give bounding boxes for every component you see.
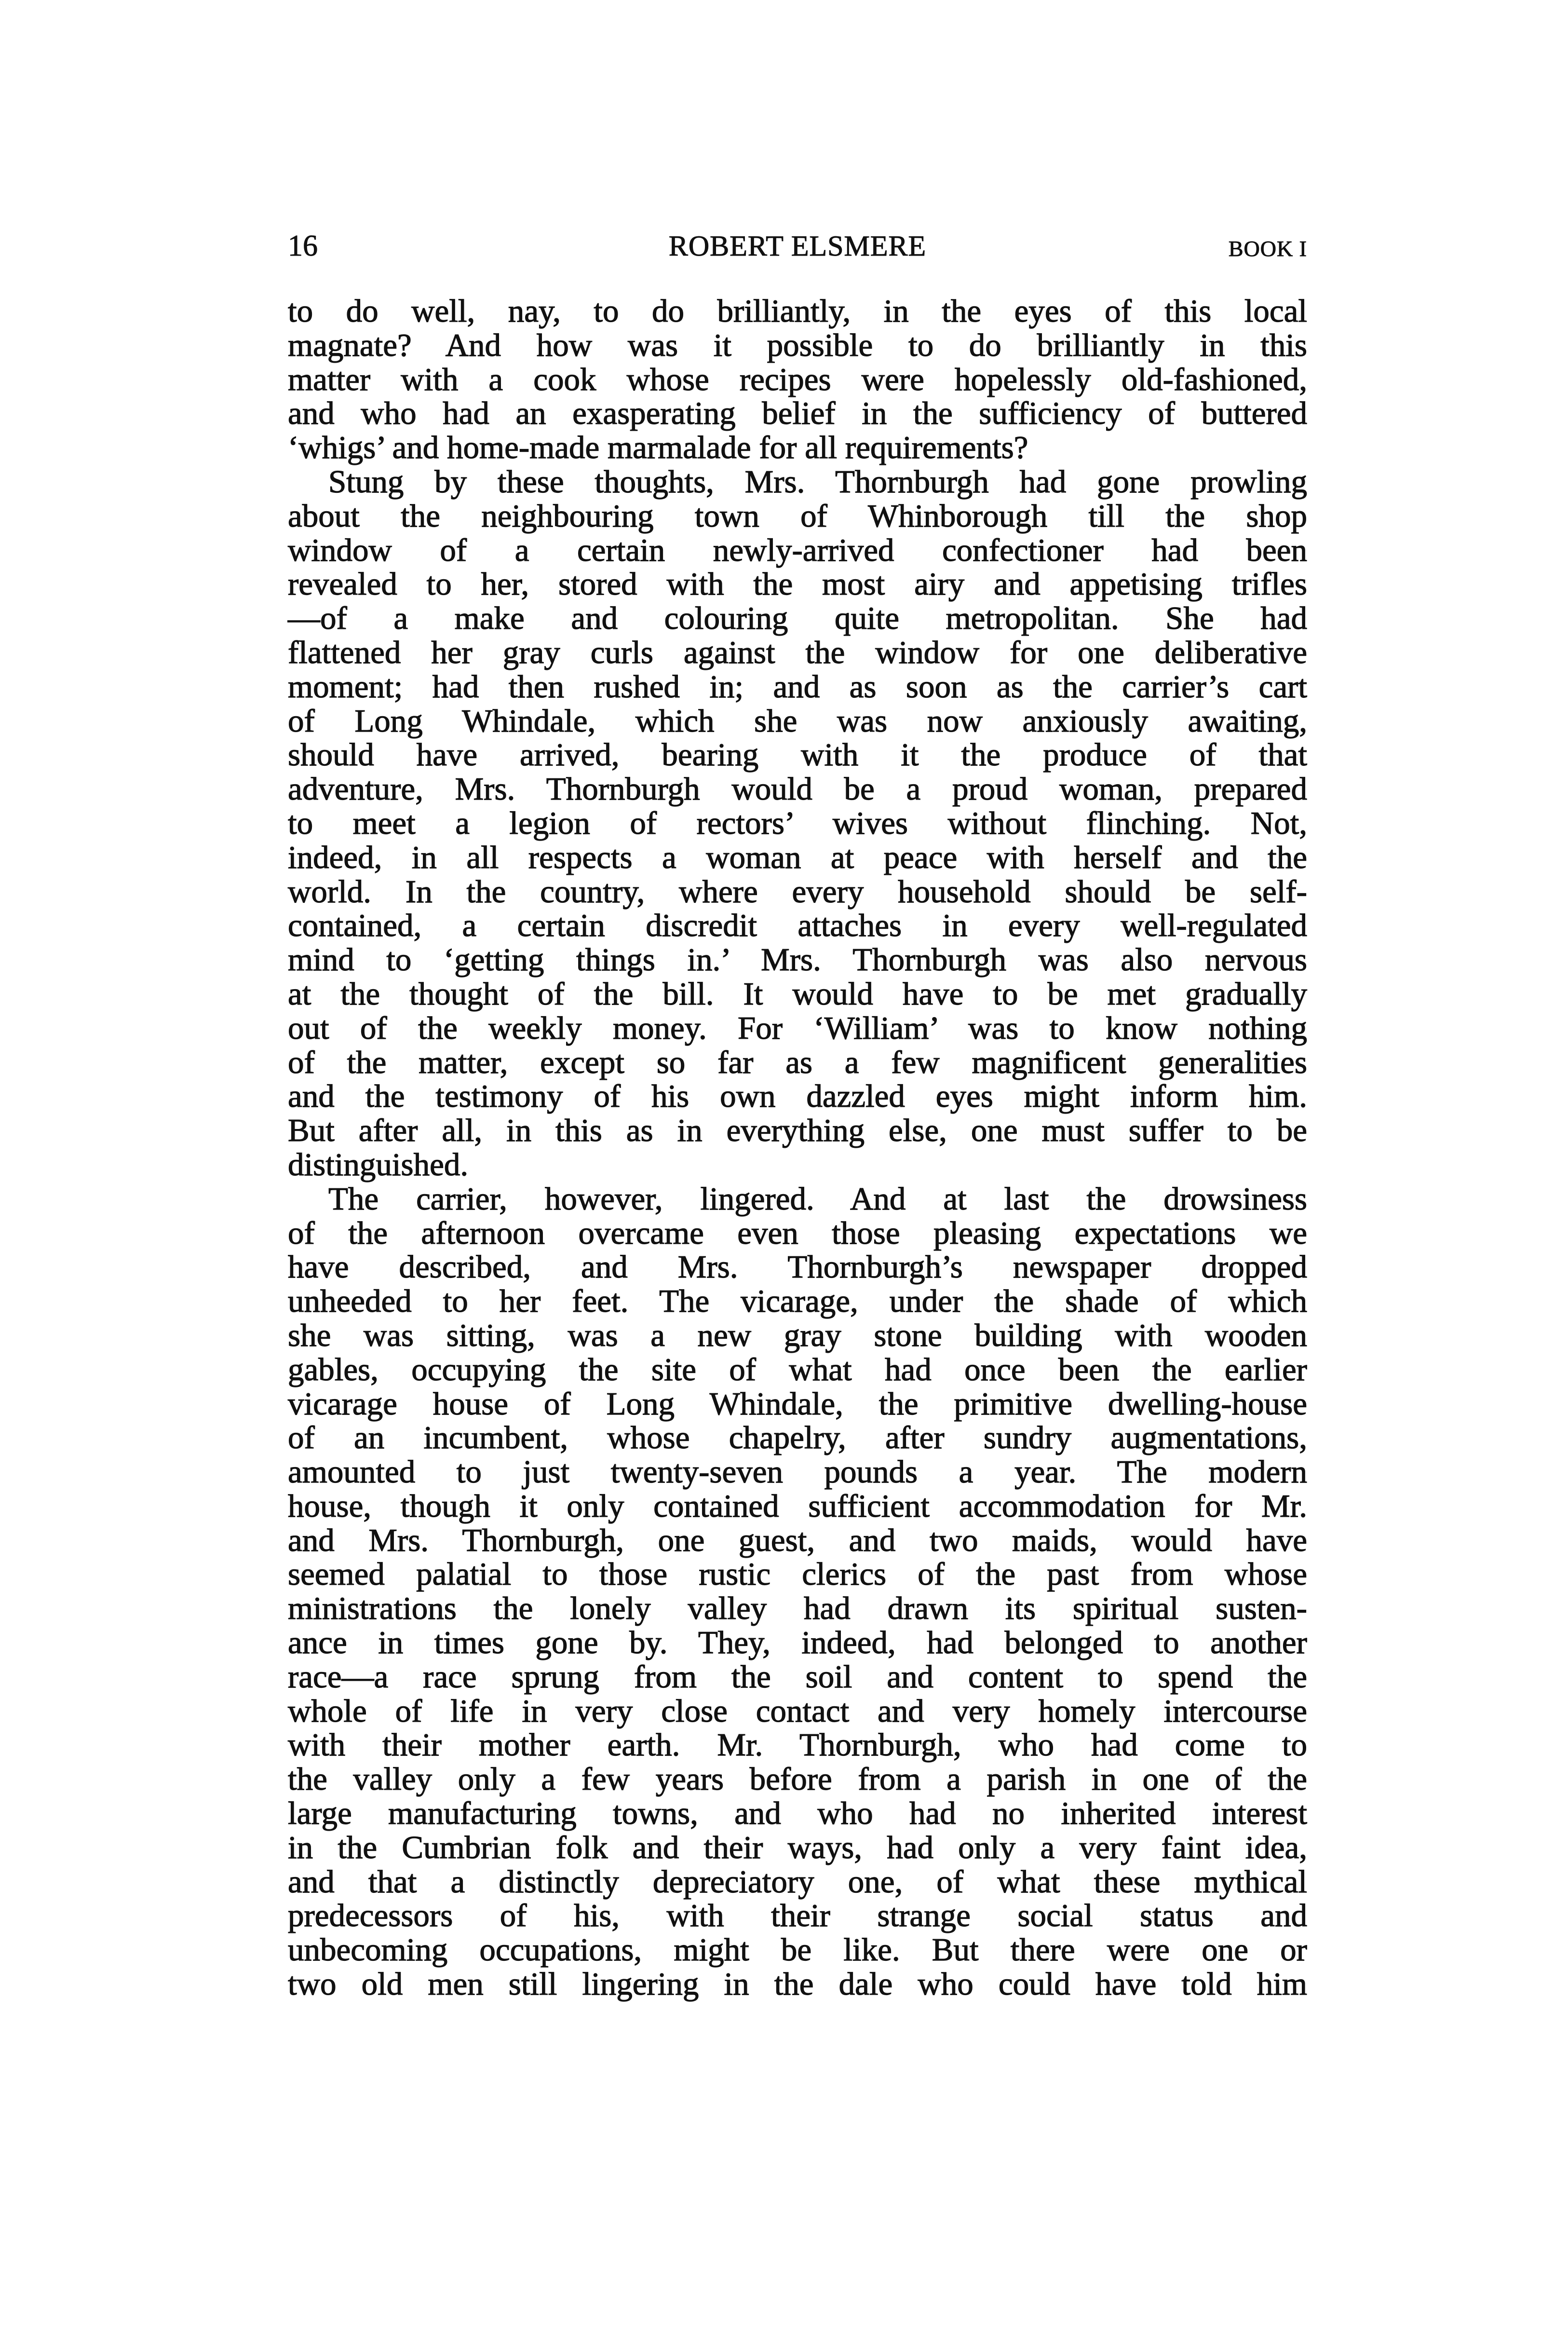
body-text	[288, 294, 1307, 2001]
text-line: two old men still lingering in the dale who could have told him	[288, 1966, 1307, 2002]
text-line: contained, a certain discredit attaches in every well-regulated	[288, 908, 1307, 944]
text-line: and who had an exasperating belief in the sufficiency of buttered	[288, 395, 1307, 432]
page-number: 16	[288, 230, 318, 262]
text-line: of an incumbent, whose chapelry, after sundry augmentations,	[288, 1420, 1307, 1456]
text-line: world. In the country, where every household should be self-	[288, 873, 1307, 910]
text-line: revealed to her, stored with the most airy and appetising trifles	[288, 566, 1307, 602]
text-line: flattened her gray curls against the window for one deliberative	[288, 634, 1307, 670]
text-line: should have arrived, bearing with it the produce of that	[288, 737, 1307, 773]
text-line: large manufacturing towns, and who had no inherited interest	[288, 1795, 1307, 1832]
text-line: with their mother earth. Mr. Thornburgh, who had come to	[288, 1727, 1307, 1763]
paragraph	[288, 1182, 1307, 2001]
text-line: to do well, nay, to do brilliantly, in the eyes of this local	[288, 293, 1307, 329]
running-header	[288, 227, 1307, 265]
text-line: whole of life in very close contact and very homely intercourse	[288, 1693, 1307, 1729]
running-title: ROBERT ELSMERE	[668, 230, 927, 262]
text-line: mind to ‘getting things in.’ Mrs. Thornburgh was also nervous	[288, 942, 1307, 978]
text-line: But after all, in this as in everything else, one must suffer to be	[288, 1113, 1307, 1149]
text-line: have described, and Mrs. Thornburgh’s newspaper dropped	[288, 1249, 1307, 1285]
text-line: the valley only a few years before from a parish in one of the	[288, 1761, 1307, 1797]
text-line: and Mrs. Thornburgh, one guest, and two maids, would have	[288, 1522, 1307, 1558]
text-line: unheeded to her feet. The vicarage, under the shade of which	[288, 1283, 1307, 1319]
text-line: out of the weekly money. For ‘William’ was to know nothing	[288, 1010, 1307, 1046]
text-line: Stung by these thoughts, Mrs. Thornburgh had gone prowling	[328, 463, 1307, 500]
text-line: gables, occupying the site of what had once been the earlier	[288, 1351, 1307, 1387]
text-line: of Long Whindale, which she was now anxiously awaiting,	[288, 703, 1307, 739]
text-line: ‘whigs’ and home-made marmalade for all requirements?	[288, 430, 1028, 466]
text-line: about the neighbouring town of Whinborough till the shop	[288, 498, 1307, 534]
text-line: adventure, Mrs. Thornburgh would be a proud woman, prepared	[288, 771, 1307, 807]
text-line: of the matter, except so far as a few magnificent generalities	[288, 1044, 1307, 1080]
text-line: to meet a legion of rectors’ wives without flinching. Not,	[288, 805, 1307, 841]
text-line: amounted to just twenty-seven pounds a year. The modern	[288, 1454, 1307, 1490]
text-line: and that a distinctly depreciatory one, of what these mythical	[288, 1863, 1307, 1900]
text-line: seemed palatial to those rustic clerics of the past from whose	[288, 1556, 1307, 1592]
text-line: ance in times gone by. They, indeed, had belonged to another	[288, 1625, 1307, 1661]
text-line: ministrations the lonely valley had drawn its spiritual susten-	[288, 1591, 1307, 1627]
text-line: matter with a cook whose recipes were hopelessly old-fashioned,	[288, 361, 1307, 397]
text-line: vicarage house of Long Whindale, the primitive dwelling-house	[288, 1386, 1307, 1422]
text-line: The carrier, however, lingered. And at last the drowsiness	[328, 1181, 1307, 1217]
book-label: BOOK I	[1228, 236, 1307, 261]
text-line: magnate? And how was it possible to do brilliantly in this	[288, 327, 1307, 363]
text-line: in the Cumbrian folk and their ways, had only a very faint idea,	[288, 1829, 1307, 1865]
text-line: —of a make and colouring quite metropolitan. She had	[288, 600, 1307, 637]
text-line: unbecoming occupations, might be like. But there were one or	[288, 1932, 1307, 1968]
text-line: indeed, in all respects a woman at peace with herself and the	[288, 839, 1307, 875]
text-line: she was sitting, was a new gray stone building with wooden	[288, 1317, 1307, 1353]
paragraph	[288, 294, 1307, 465]
text-line: distinguished.	[288, 1146, 469, 1183]
text-line: house, though it only contained sufficient accommodation for Mr.	[288, 1488, 1307, 1524]
paragraph	[288, 465, 1307, 1182]
text-line: moment; had then rushed in; and as soon as the carrier’s cart	[288, 668, 1307, 705]
text-line: of the afternoon overcame even those pleasing expectations we	[288, 1215, 1307, 1251]
text-line: window of a certain newly-arrived confectioner had been	[288, 532, 1307, 568]
text-line: at the thought of the bill. It would have to be met gradually	[288, 976, 1307, 1012]
text-line: predecessors of his, with their strange social status and	[288, 1898, 1307, 1934]
text-line: race—a race sprung from the soil and content to spend the	[288, 1659, 1307, 1695]
text-line: and the testimony of his own dazzled eyes might inform him.	[288, 1078, 1307, 1115]
